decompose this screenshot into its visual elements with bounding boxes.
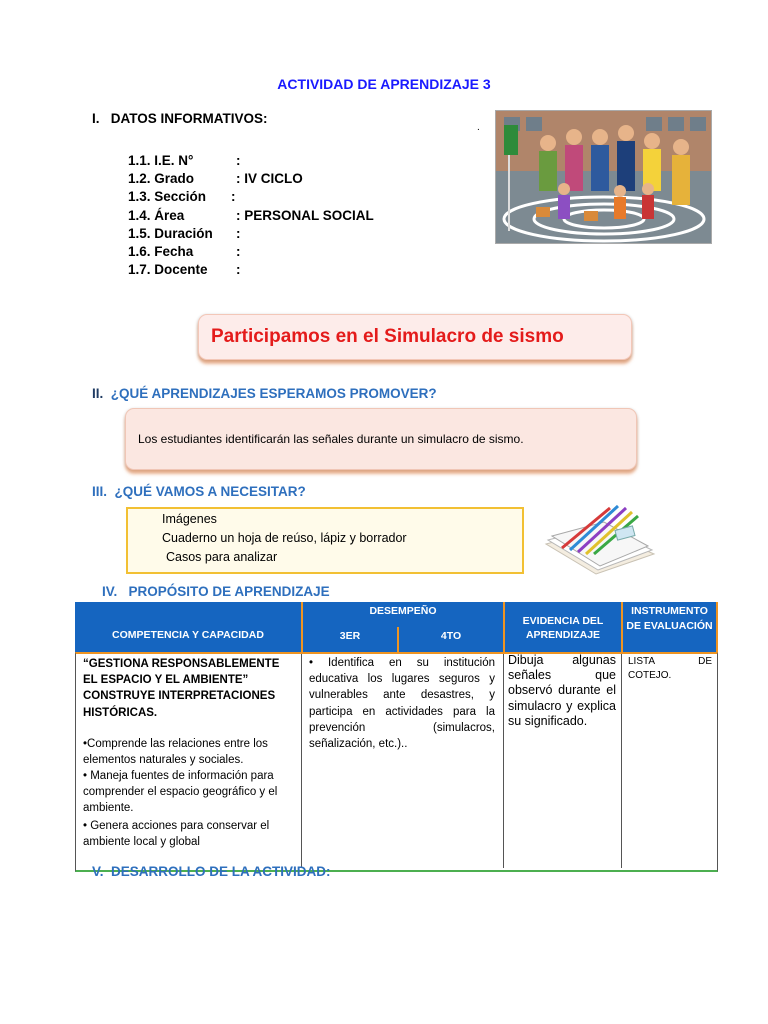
capacidad-item: • Maneja fuentes de información para comprender el espacio geográfico y el ambiente.	[83, 770, 278, 815]
datos-value: : IV CICLO	[236, 171, 303, 187]
datos-list	[128, 152, 374, 279]
stray-dot: .	[477, 122, 480, 133]
section-1-heading	[92, 111, 268, 126]
datos-label: 1.6. Fecha	[128, 243, 194, 259]
section-2-heading	[92, 386, 437, 401]
section-label: PROPÓSITO DE APRENDIZAJE	[128, 584, 330, 599]
datos-label: 1.2. Grado	[128, 171, 195, 187]
datos-value: :	[236, 262, 241, 278]
section-label: ¿QUÉ VAMOS A NECESITAR?	[114, 484, 306, 499]
material-item: Cuaderno un hoja de reúso, lápiz y borrador	[162, 531, 407, 545]
datos-row	[128, 243, 241, 261]
body-divider	[503, 654, 504, 868]
material-item: Imágenes	[162, 512, 217, 526]
section-4-heading	[102, 584, 330, 599]
header-divider	[716, 602, 718, 652]
page-title: ACTIVIDAD DE APRENDIZAJE 3	[277, 76, 491, 92]
header-divider	[503, 602, 505, 652]
instrumento-text: LISTA DE COTEJO.	[628, 656, 712, 681]
material-item: Casos para analizar	[166, 550, 278, 564]
header-evidencia: EVIDENCIA DEL APRENDIZAJE	[522, 615, 604, 641]
datos-row	[128, 152, 241, 170]
datos-label: 1.3. Sección	[128, 189, 207, 205]
capacidad-item: • Genera acciones para conservar el ambiente local y global	[83, 820, 270, 849]
datos-value: : PERSONAL SOCIAL	[236, 207, 374, 223]
datos-value: :	[236, 243, 241, 259]
datos-row	[128, 207, 374, 225]
section-number: V.	[92, 864, 104, 879]
section-number: I.	[92, 111, 100, 126]
section-5-heading	[92, 864, 331, 879]
section-label: DESARROLLO DE LA ACTIVIDAD:	[111, 864, 331, 879]
section-number: III.	[92, 484, 108, 499]
capacidad-item: •Comprende las relaciones entre los elementos naturales y sociales.	[83, 738, 268, 767]
header-competencia: COMPETENCIA Y CAPACIDAD	[112, 629, 264, 641]
competencia-title: “GESTIONA RESPONSABLEMENTE EL ESPACIO Y EL AMBIENTE” CONSTRUYE INTERPRETACIONES HISTÓRICAS.	[83, 658, 280, 719]
datos-label: 1.4. Área	[128, 207, 185, 223]
datos-row	[128, 170, 303, 188]
datos-value: :	[236, 225, 241, 241]
body-divider	[621, 654, 622, 868]
evidencia-text: Dibuja algunas señales que observó durante el simulacro y explica su significado.	[508, 653, 616, 728]
section-3-heading	[92, 484, 306, 499]
section-label: DATOS INFORMATIVOS:	[110, 111, 268, 126]
aprendizaje-text: Los estudiantes identificarán las señales durante un simulacro de sismo.	[138, 432, 524, 446]
aprendizaje-box	[125, 408, 637, 470]
activity-banner	[198, 314, 632, 360]
datos-label: 1.1. I.E. N°	[128, 153, 194, 168]
datos-label: 1.5. Duración	[128, 225, 213, 241]
datos-label: 1.7. Docente	[128, 262, 208, 278]
notebook-pencils-icon	[540, 500, 658, 580]
datos-row	[128, 225, 241, 243]
banner-title: Participamos en el Simulacro de sismo	[211, 326, 564, 347]
section-number: II.	[92, 386, 104, 401]
simulacro-illustration	[495, 110, 712, 244]
simulacro-scene-icon	[496, 111, 711, 243]
header-4to: 4TO	[440, 630, 462, 642]
materials-box	[126, 507, 524, 574]
section-number: IV.	[102, 584, 118, 599]
header-desempeno: DESEMPEÑO	[369, 605, 437, 617]
desempeno-text: • Identifica en su institución educativa los lugares seguros y vulnerables ante desastres, y participa en actividades para la prevención (simulacros, señalización, etc.)..	[309, 657, 495, 751]
section-label: ¿QUÉ APRENDIZAJES ESPERAMOS PROMOVER?	[110, 386, 437, 401]
datos-row	[128, 261, 241, 279]
header-instrumento: INSTRUMENTO DE EVALUACIÓN	[626, 605, 713, 632]
datos-row	[128, 188, 236, 206]
proposito-table	[75, 602, 718, 870]
body-divider	[301, 654, 302, 868]
datos-value: :	[236, 153, 241, 168]
header-3er: 3ER	[339, 630, 361, 642]
datos-value: :	[231, 189, 236, 205]
